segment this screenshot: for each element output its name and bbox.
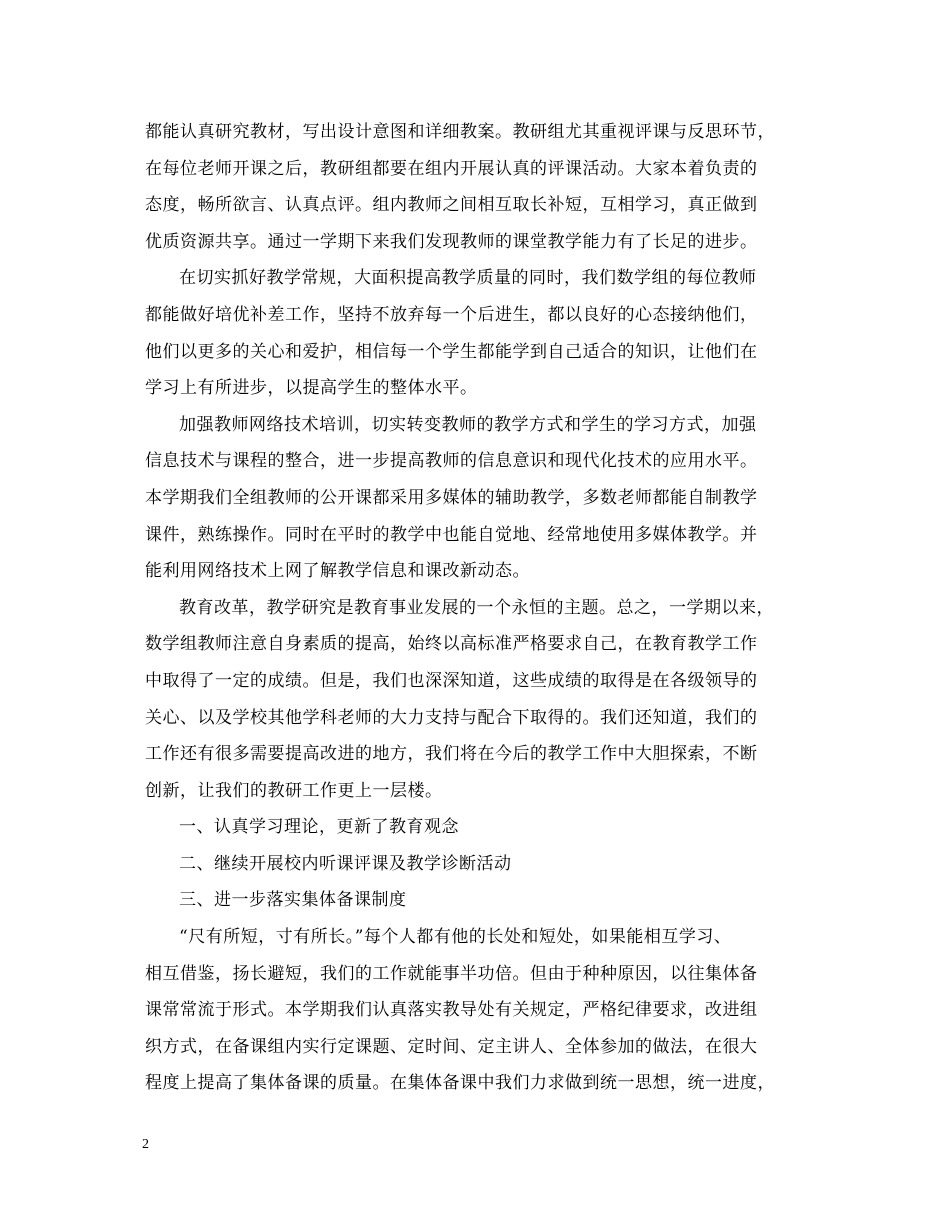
- paragraph-line: 织方式，在备课组内实行定课题、定时间、定主讲人、全体参加的做法，在很大: [145, 1036, 758, 1057]
- section-heading: 一、认真学习理论，更新了教育观念: [179, 817, 459, 838]
- paragraph-line: 加强教师网络技术培训，切实转变教师的教学方式和学生的学习方式，加强: [179, 414, 757, 435]
- paragraph-line: “尺有所短，寸有所长。”每个人都有他的长处和短处，如果能相互学习、: [179, 927, 732, 948]
- paragraph-line: 都能做好培优补差工作，坚持不放弃每一个后进生，都以良好的心态接纳他们，: [145, 304, 758, 325]
- paragraph-line: 相互借鉴，扬长避短，我们的工作就能事半功倍。但由于种种原因，以往集体备: [145, 963, 758, 984]
- paragraph-line: 本学期我们全组教师的公开课都采用多媒体的辅助教学，多数老师都能自制教学: [145, 487, 758, 508]
- paragraph-line: 都能认真研究教材，写出设计意图和详细教案。教研组尤其重视评课与反思环节，: [145, 122, 775, 142]
- paragraph-line: 课常常流于形式。本学期我们认真落实教导处有关规定，严格纪律要求，改进组: [145, 1000, 758, 1021]
- section-heading: 二、继续开展校内听课评课及教学诊断活动: [179, 853, 512, 874]
- paragraph-line: 在每位老师开课之后，教研组都要在组内开展认真的评课活动。大家本着负责的: [145, 158, 758, 179]
- paragraph-line: 数学组教师注意自身素质的提高，始终以高标准严格要求自己，在教育教学工作: [145, 634, 758, 655]
- paragraph-line: 关心、以及学校其他学科老师的大力支持与配合下取得的。我们还知道，我们的: [145, 707, 758, 728]
- paragraph-line: 他们以更多的关心和爱护，相信每一个学生都能学到自己适合的知识，让他们在: [145, 341, 758, 362]
- paragraph-line: 工作还有很多需要提高改进的地方，我们将在今后的教学工作中大胆探索，不断: [145, 744, 758, 765]
- section-heading: 三、进一步落实集体备课制度: [179, 890, 407, 911]
- paragraph-line: 程度上提高了集体备课的质量。在集体备课中我们力求做到统一思想，统一进度，: [145, 1073, 775, 1094]
- paragraph-line: 能利用网络技术上网了解教学信息和课改新动态。: [145, 561, 530, 582]
- paragraph-line: 优质资源共享。通过一学期下来我们发现教师的课堂教学能力有了长足的进步。: [145, 231, 758, 252]
- paragraph-line: 课件，熟练操作。同时在平时的教学中也能自觉地、经常地使用多媒体教学。并: [145, 524, 758, 545]
- paragraph-line: 在切实抓好教学常规，大面积提高教学质量的同时，我们数学组的每位教师: [179, 268, 757, 289]
- page-number: 2: [142, 1137, 149, 1152]
- paragraph-line: 信息技术与课程的整合，进一步提高教师的信息意识和现代化技术的应用水平。: [145, 451, 758, 472]
- paragraph-line: 中取得了一定的成绩。但是，我们也深深知道，这些成绩的取得是在各级领导的: [145, 670, 758, 691]
- paragraph-line: 态度，畅所欲言、认真点评。组内教师之间相互取长补短，互相学习，真正做到: [145, 195, 758, 216]
- body-text: [145, 114, 807, 1102]
- paragraph-line: 创新，让我们的教研工作更上一层楼。: [145, 780, 443, 801]
- paragraph-line: 学习上有所进步，以提高学生的整体水平。: [145, 378, 478, 399]
- paragraph-line: 教育改革，教学研究是教育事业发展的一个永恒的主题。总之，一学期以来，: [179, 597, 774, 618]
